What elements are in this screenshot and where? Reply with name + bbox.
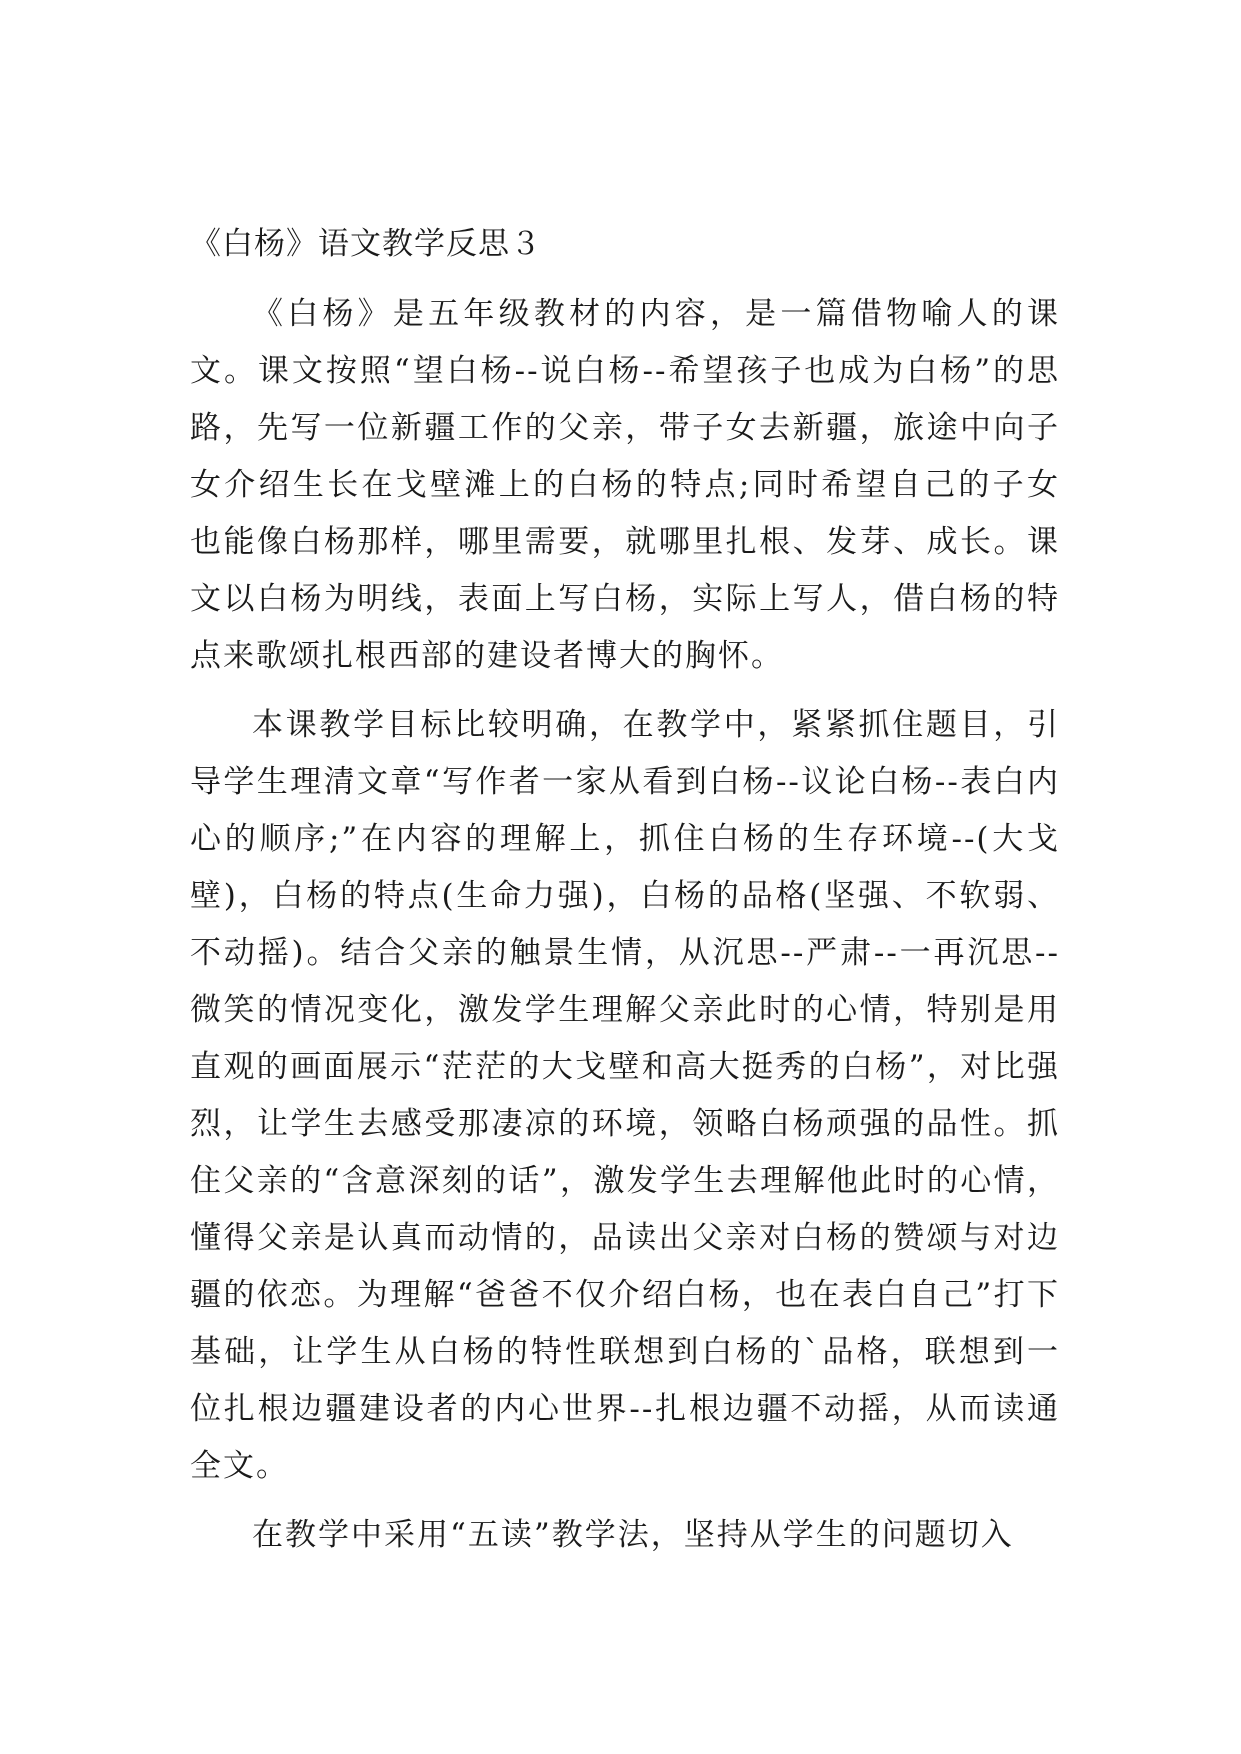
document-title: 《白杨》语文教学反思３ (190, 226, 542, 262)
document-body (190, 216, 1060, 1576)
paragraph-2: 本课教学目标比较明确，在教学中，紧紧抓住题目，引导学生理清文章“写作者一家从看到白杨--议论白杨--表白内心的顺序;”在内容的理解上，抓住白杨的生存环境--(大戈壁)，白杨的特点(生命力强)，白杨的品格(坚强、不软弱、不动摇)。结合父亲的触景生情，从沉思--严肃--一再沉思--微笑的情况变化，激发学生理解父亲此时的心情，特别是用直观的画面展示“茫茫的大戈壁和高大挺秀的白杨”，对比强烈，让学生去感受那凄凉的环境，领略白杨顽强的品性。抓住父亲的“含意深刻的话”，激发学生去理解他此时的心情，懂得父亲是认真而动情的，品读出父亲对白杨的赞颂与对边疆的依恋。为理解“爸爸不仅介绍白杨，也在表白自己”打下基础，让学生从白杨的特性联想到白杨的`品格，联想到一位扎根边疆建设者的内心世界--扎根边疆不动摇，从而读通全文。 (190, 707, 1060, 1484)
paragraph-1: 《白杨》是五年级教材的内容，是一篇借物喻人的课文。课文按照“望白杨--说白杨--希望孩子也成为白杨”的思路，先写一位新疆工作的父亲，带子女去新疆，旅途中向子女介绍生长在戈壁滩上的白杨的特点;同时希望自己的子女也能像白杨那样，哪里需要，就哪里扎根、发芽、成长。课文以白杨为明线，表面上写白杨，实际上写人，借白杨的特点来歌颂扎根西部的建设者博大的胸怀。 (190, 296, 1060, 674)
paragraph-3: 在教学中采用“五读”教学法，坚持从学生的问题切入 (252, 1517, 1014, 1553)
